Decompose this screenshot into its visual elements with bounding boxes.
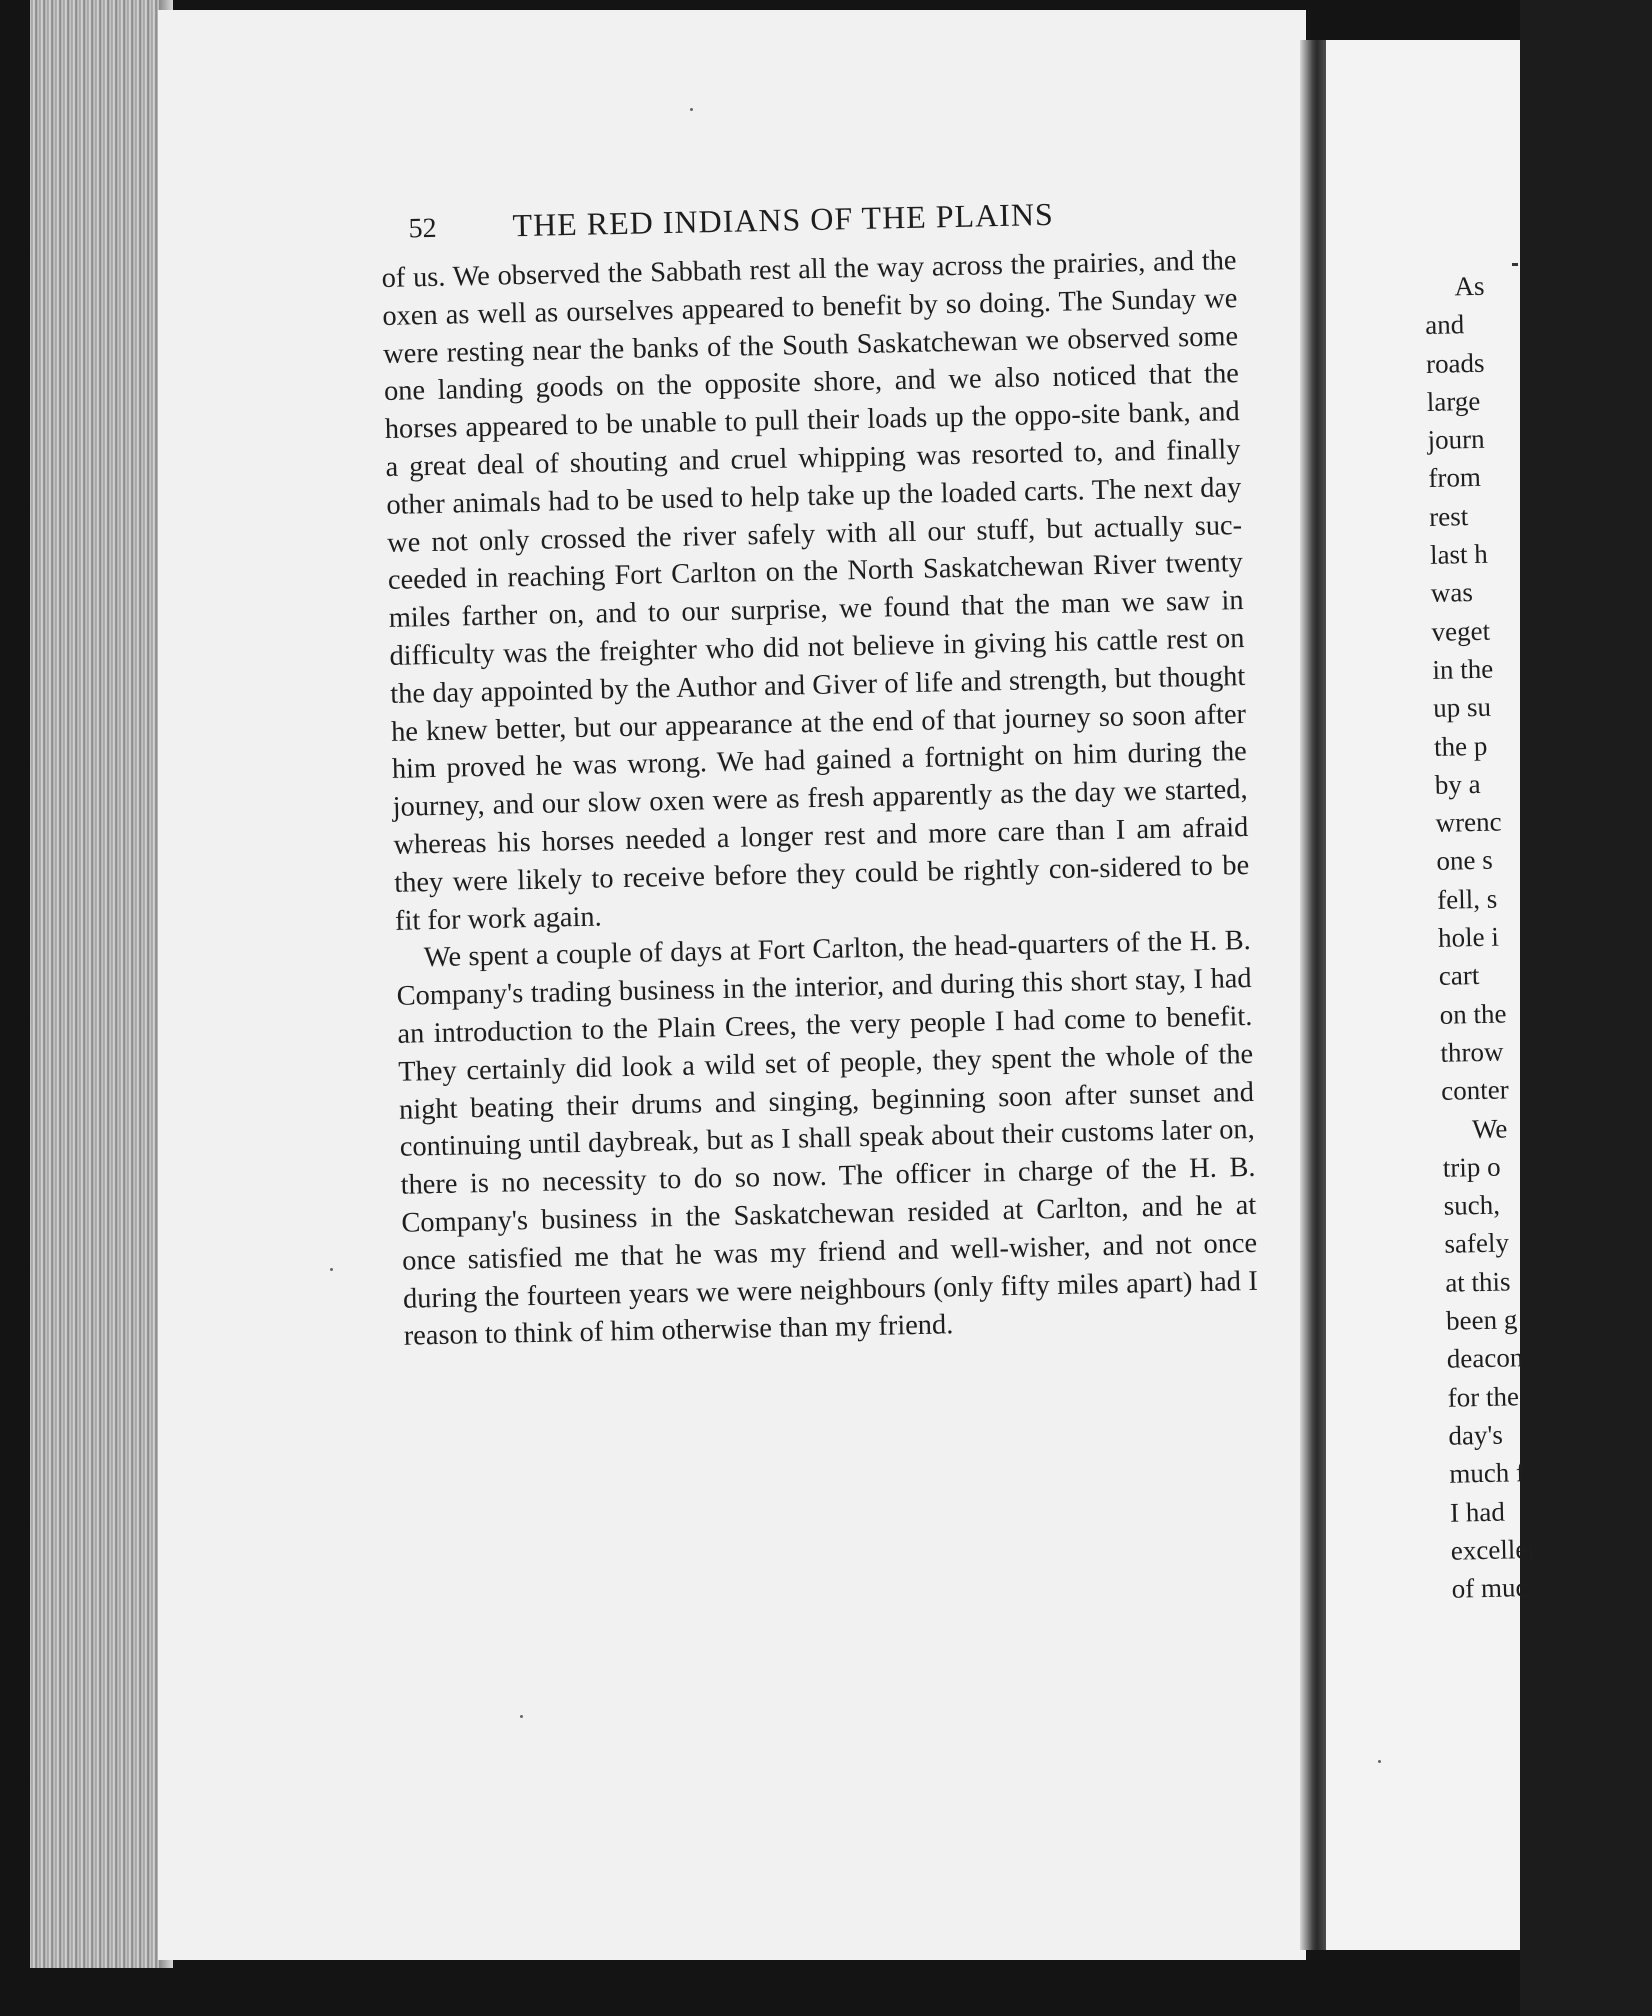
right-page-line-fragment: the p	[1433, 730, 1488, 762]
right-page-line-fragment: We	[1471, 1112, 1508, 1144]
right-page-line-fragment: safely	[1444, 1227, 1510, 1260]
right-page-line-fragment: such,	[1443, 1189, 1501, 1221]
right-page-line-fragment: day's	[1448, 1419, 1504, 1451]
dust-speck	[690, 108, 693, 111]
right-page-line-fragment: cart	[1438, 960, 1480, 992]
right-page-line-fragment: by a	[1434, 768, 1481, 800]
right-page-line-fragment: journ	[1427, 423, 1485, 456]
right-page-line-fragment: trip o	[1442, 1151, 1501, 1183]
page-number: 52	[408, 212, 437, 245]
dust-speck	[520, 1715, 523, 1718]
book-gutter	[1300, 40, 1328, 1950]
right-page-line-fragment: roads	[1425, 347, 1485, 379]
paragraph: of us. We observed the Sabbath rest all the way across the prairies, and the oxen as well as ourselves appeared to benefit by so doing. The Sunday we were resting near the banks of the South Saskatchewan we observed some one landing goods on the opposite shore, and we also noticed that the horses appeared to be unable to pull their loads up the oppo-site bank, and a great deal of shouting and cruel whipping was resorted to, and finally other animals had to be used to help take up the loaded carts. The next day we not only crossed the river safely with all our stuff, but actually suc-ceeded in reaching Fort Carlton on the North Saskatchewan River twenty miles farther on, and to our surprise, we found that the man we saw in difficulty was the freighter who did not believe in giving his cattle rest on the day appointed by the Author and Giver of life and strength, but thought he knew better, but our appearance at the end of that journey so soon after him proved he was wrong. We had gained a fortnight on him during the journey, and our slow oxen were as fresh apparently as the day we started, whereas his horses needed a longer rest and more care than I am afraid they were likely to receive before they could be rightly con-sidered to be fit for work again.	[381, 245, 1250, 937]
running-title: THE RED INDIANS OF THE PLAINS	[512, 195, 1055, 244]
left-page-text	[380, 182, 1259, 1356]
right-page-line-fragment: rest	[1428, 500, 1469, 532]
right-page-line-fragment: veget	[1431, 615, 1491, 647]
paragraph: We spent a couple of days at Fort Carlton, the head-quarters of the H. B. Company's trading business in the interior, and during this short stay, I had an introduction to the Plain Crees, the very people I had come to benefit. They certainly did look a wild set of people, they spent the whole of the night beating their drums and singing, beginning soon after sunset and continuing until daybreak, but as I shall speak about their customs later on, there is no necessity to do so now. The officer in charge of the H. B. Company's business in the Saskatchewan resided at Carlton, and he at once satisfied me that he was my friend and well-wisher, and not once during the fourteen years we were neighbours (only fifty miles apart) had I reason to think of him otherwise than my friend.	[396, 925, 1259, 1353]
right-page-line-fragment: was	[1430, 577, 1474, 609]
right-page-line-fragment: large	[1426, 385, 1481, 417]
right-page-line-fragment: on the	[1439, 998, 1507, 1030]
right-page-line-fragment: hole i	[1437, 921, 1500, 953]
right-page-line-fragment: fell, s	[1436, 883, 1498, 915]
page-edges	[30, 0, 165, 1968]
right-page-line-fragment: last h	[1429, 538, 1489, 571]
right-page-line-fragment: much f	[1448, 1457, 1526, 1489]
right-page-line-fragment: one s	[1436, 845, 1493, 877]
right-page-line-fragment: As	[1454, 270, 1485, 302]
right-page-line-fragment: wrenc	[1435, 806, 1502, 839]
right-page-line-fragment: exceller	[1450, 1533, 1537, 1566]
right-page-line-fragment: from	[1428, 462, 1482, 494]
right-page-line-fragment: at this	[1444, 1266, 1511, 1298]
right-page-line-fragment: up su	[1432, 691, 1492, 724]
right-page-line-fragment: throw	[1440, 1036, 1504, 1068]
dust-speck	[1378, 1760, 1381, 1763]
right-page-line-fragment: I had	[1449, 1496, 1506, 1528]
right-page-line-fragment: for the	[1447, 1380, 1520, 1413]
right-page-text	[1424, 264, 1652, 1608]
right-page-line-fragment: deacon	[1446, 1342, 1524, 1375]
right-page-line-fragment: in the	[1432, 653, 1494, 685]
right-page-line-fragment: conter	[1440, 1074, 1510, 1107]
right-page-line-fragment: been g	[1445, 1304, 1518, 1336]
right-page-line-fragment: of muc	[1451, 1572, 1528, 1604]
right-page-line-fragment: and	[1424, 309, 1465, 341]
dust-speck	[330, 1268, 333, 1271]
